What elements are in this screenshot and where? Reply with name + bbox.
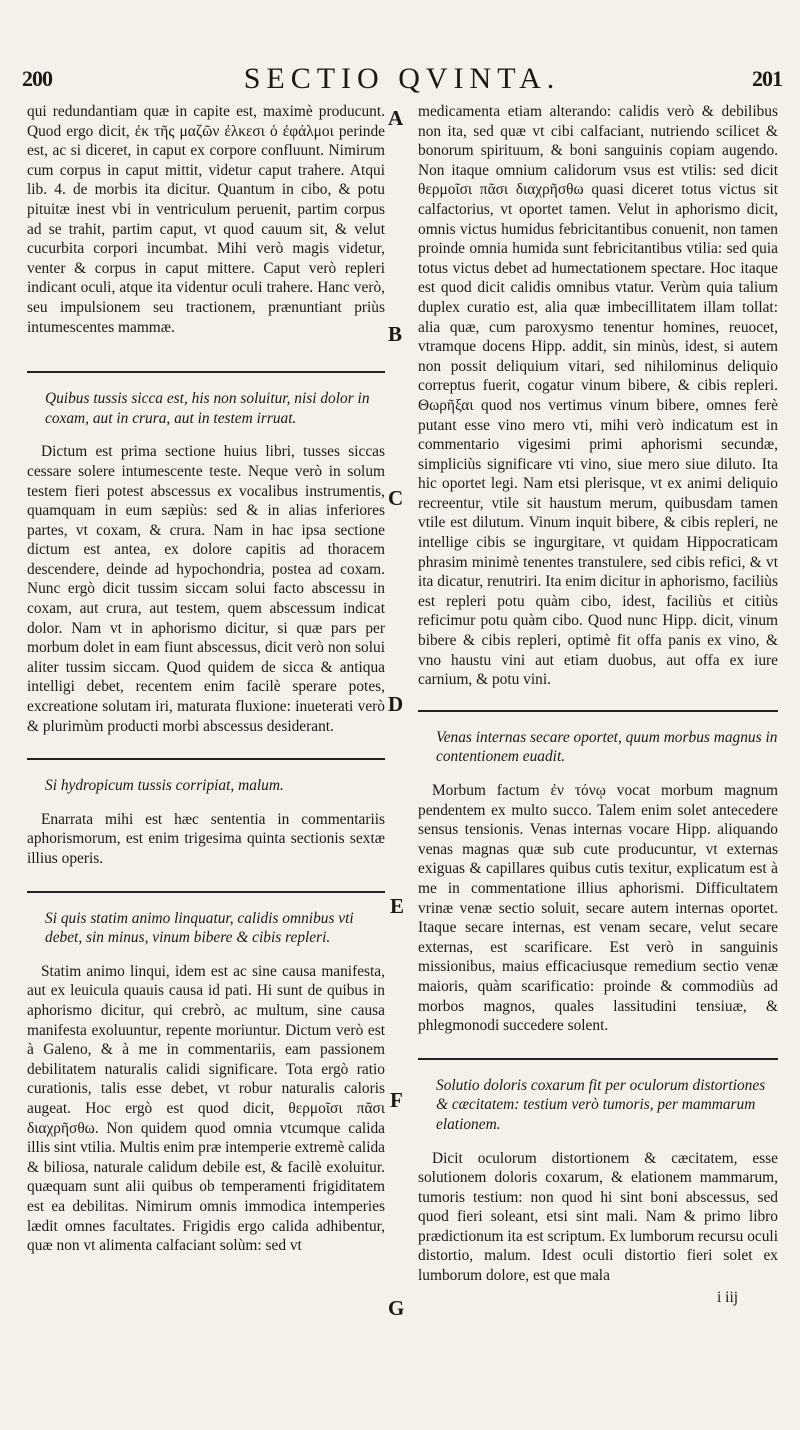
aphorism-heading: Quibus tussis sicca est, his non soluitur, nisi dolor in coxam, aut in crura, aut in testem irruat. (45, 390, 370, 427)
aphorism-heading: Solutio doloris coxarum fit per oculorum distortiones & cæcitatem: testium verò tumoris, per mammarum elationem. (436, 1076, 766, 1133)
commentary-paragraph: Morbum factum ἐν τόνῳ vocat morbum magnum pendentem ex multo succo. Talem enim solet antecedere sensus tensionis. Venas internas vocare Hipp. aliquando venas magnas quæ sub cute producuntur, vt externas exiguas & capillares quibus cutis texitur, explicatum est à me in commentatione illius aphorismi. Difficultatem vrinæ venæ sectio soluit, secare autem internas oportet. Itaque secare internas, est venam secare, velut secare externas, est scarificare. Est verò in sanguinis missionibus, maius efficaciusque remedium sectio venæ maioris, quàm scarificatio: proinde & commodiùs ad morbos magnos, quales lassitudini tensiuæ, & phlegmonodi succedere solent. (418, 782, 778, 1035)
section-rule (27, 758, 385, 760)
aphorism-heading: Venas internas secare oportet, quum morbus magnus in contentionem euadit. (436, 728, 778, 766)
left-page-number: 200 (22, 66, 52, 91)
section-rule (27, 371, 385, 373)
commentary-paragraph: Statim animo linqui, idem est ac sine causa manifesta, aut ex leuicula quauis causa id pati. Hi sunt de quibus in aphorismo dicitur, qui crebrò, ac multum, sine causa manifesta exoluuntur, repente moriuntur. Dictum verò est à Galeno, & à me in commentariis, eam passionem debilitatem naturalis calidi significare. Tota ergò ratio curationis, talis esse debet, vt robur naturalis caloris augeat. Hoc ergò est quod dicit, θερμοῖσι πᾶσι διαχρῆσθω. Non quidem quod omnia vtcumque calida illis sint vtilia. Multis enim præ intemperie extremè calida & biliosa, naturale calidum debile est, & facilè exoluitur. quæquam sunt alii quibus ob temperamenti frigiditatem est ea debilitas. Nimirum omnis immodica intemperies lædit omnes facultates. Frigidis ergo calida adhibentur, quæ non vt alimenta calfaciant solùm: sed vt (27, 962, 385, 1255)
commentary-paragraph: Dictum est prima sectione huius libri, tusses siccas cessare solere intumescente teste. Neque verò in solum testem fieri potest abscessus ex vocalibus instrumentis, quamquam in eum sæpiùs: sed & in alias inferiores partes, vt coxam, & crura. Nam in hac ipsa sectione dictum est antea, ex dolore capitis ad thoracem descendere, deinde ad hypochondria, postea ad coxam. Nunc ergò dicit tussim siccam solui facto abscessu in coxam, aut crura, aut testem, quem abscessum indicat dolor. Nam vt in aphorismo dicitur, si quæ pars per morbum dolet in eam fiunt abscessus, dicit verò non solui aliter tussim siccam. Quod quidem de sicca & antiqua intelligi debet, recentem enim facilè sperare potes, excreatione solutam iri, maturata fluxione: inueterati verò & plurimùm producti morbi abscessus desiderant. (27, 443, 385, 735)
aphorism-heading: Si quis statim animo linquatur, calidis omnibus vti debet, sin minus, vinum bibere & cibis repleri. (45, 909, 354, 947)
commentary-paragraph: qui redundantiam quæ in capite est, maximè producunt. Quod ergo dicit, ἐκ τῆς μαζῶν ἐλκεσι ὁ ἐφάλμοι perinde est, ac si diceret, in caput ex corpore confluunt. Nimirum cum corpus in caput mittit, videtur caput trahere. Atqui lib. 4. de morbis ita dicitur. Quantum in cibo, & potu pituitæ inest vbi in ventriculum peruenit, partim corpus ad se trahit, partim caput, vt quod cauum sit, & velut cucurbita corpori incumbat. Mihi verò magis videtur, venter & corpus in caput mittere. Caput verò repleri indicant oculi, atque ita videntur oculi trahere. Hanc verò, seu impulsionem seu tractionem, prænuntiant priùs intumescentes mammæ. (27, 103, 385, 336)
commentary-paragraph: Dicit oculorum distortionem & cæcitatem, esse solutionem doloris coxarum, & elationem mammarum, tumoris testium: non quod hi sint boni abscessus, sed quod fieri soleant, etsi sint mali. Nam & primo libro prædictionum ita est scriptum. Ex lumborum recursu oculi distortio, malum. Idest oculi distortio fieri solet ex lumborum dolore, est que mala (418, 1149, 778, 1285)
margin-letter-d: D (388, 692, 404, 716)
margin-letter-e: E (390, 894, 405, 918)
margin-letter-b: B (388, 322, 403, 346)
margin-letter-f: F (390, 1088, 403, 1112)
running-header (22, 62, 782, 96)
section-rule (418, 710, 778, 712)
section-rule (27, 891, 385, 893)
right-column (418, 102, 778, 1412)
margin-letter-c: C (388, 486, 404, 510)
aphorism-heading: Si hydropicum tussis corripiat, malum. (45, 777, 284, 795)
section-rule (418, 1058, 778, 1060)
margin-letter-g: G (388, 1296, 405, 1320)
left-column (27, 102, 385, 1412)
margin-letter-a: A (388, 106, 404, 130)
signature-mark: i iij (717, 1288, 738, 1306)
commentary-paragraph: medicamenta etiam alterando: calidis verò & debilibus non ita, sed quæ vt cibi calfaciant, nutriendo scilicet & bonorum spirituum, & boni sanguinis copiam augendo. Non itaque omnium calidorum vsus est vtilis: sed dicit θερμοῖσι πᾶσι διαχρῆσθω quasi diceret totus victus sit calfactorius, vt oportet tamen. Velut in aphorismo dicit, omnis victus humidus febricitantibus conuenit, non tamen proinde omnia humida sunt febricitantibus vtilia: sed quia totus victus debet ad humectationem spectare. Hoc itaque est quod dicit calidis omnibus vtatur. Verùm quia talium duplex curatio est, alia quæ imbecillitatem illam tollat: alia quæ, cum paroxysmo tenentur homines, reuocet, vtramque docens Hipp. addit, sin minùs, idest, si autem non possit deliquium vitari, sed nihilominus deliquio correptus fuerit, cogatur vinum bibere, & cibis repleri. Θωρῆξαι quod nos vertimus vinum bibere, omnes ferè putant esse vino mero vti, mihi verò indicatum est in commentario vigesimi primi aphorismi secundæ, simpliciùs significare vti vino, siue mero siue diluto. Ita hic oportet legi. Nam etsi plerisque, vt ex animi deliquio recreentur, vtile sit haustum merum, quibusdam tamen vtile est dilutum. Vinum inquit bibere, & cibis repleri, ne intellige cibis se ingurgitare, vt quidam Hippocraticam phrasim minimè tenentes transtulere, sed cibis refici, & vt ita dicatur, renutriri. Ita enim dicitur in aphorismo, faciliùs est repleri potu quàm cibo, idest, faciliùs et citiùs reficimur potu quàm cibo. Quod nunc Hipp. dicit, vinum bibere & cibis repleri, optimè fit offa panis ex vino, & vno haustu vini aut etiam duobus, aut offa ex iure carnium, & potu vini. (418, 103, 778, 689)
commentary-paragraph: Enarrata mihi est hæc sententia in commentariis aphorismorum, est enim trigesima quinta sectionis sextæ illius operis. (27, 810, 385, 867)
right-page-number: 201 (752, 66, 782, 91)
running-title: SECTIO QVINTA. (243, 62, 561, 95)
